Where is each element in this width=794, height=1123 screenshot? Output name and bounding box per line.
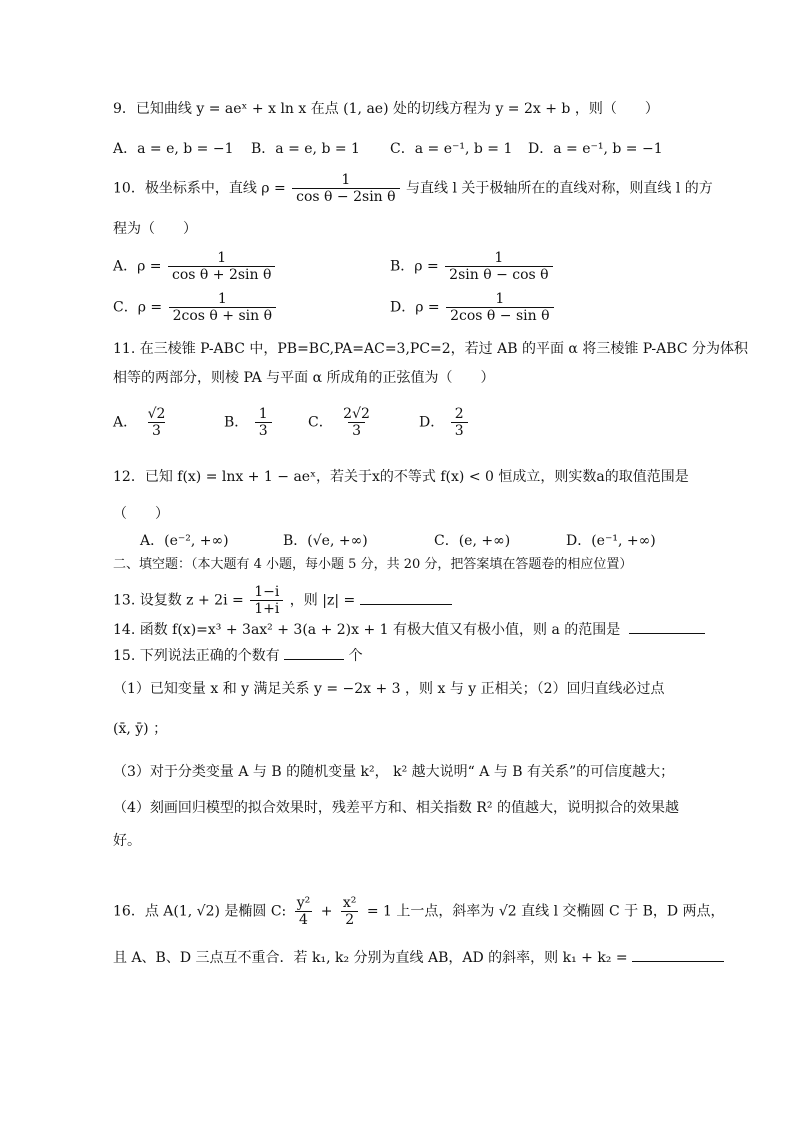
- q10-option-c: C．ρ = $\frac{1}{\text{2cos θ + sin θ}}$: [113, 291, 278, 324]
- q15-statement-1-2: （1）已知变量 x 和 y 满足关系 y = −2x + 3 ，则 x 与 y 正相关；（2）回归直线必过点: [113, 681, 665, 697]
- q12-option-c: C．(e, +∞): [434, 533, 511, 549]
- q13: 13. 设复数 z + 2i = $\frac{1-i}{1+i}$ ，则 |z| =: [113, 584, 452, 617]
- q9-stem: 9．已知曲线 y = aeˣ + x ln x 在点 (1, ae) 处的切线方程为 y = 2x + b ，则（ ）: [113, 101, 659, 117]
- q15-point-xbar-ybar: (x̄, ȳ) ；: [113, 721, 168, 737]
- q12-line1: 12．已知 f(x) = lnx + 1 − aeˣ，若关于x的不等式 f(x) < 0 恒成立，则实数a的取值范围是: [113, 469, 689, 485]
- q15-statement-4a: （4）刻画回归模型的拟合效果时，残差平方和、相关指数 R² 的值越大，说明拟合的效果越: [113, 800, 679, 816]
- q11-option-a: A． $\frac{√2}{3}$: [113, 406, 166, 439]
- q16-answer-blank[interactable]: [632, 947, 724, 962]
- q11-option-c: C． $\frac{2√2}{3}$: [308, 406, 370, 439]
- q9-option-a: A．a = e, b = −1: [113, 141, 234, 157]
- q11-option-b: B． $\frac{1}{3}$: [224, 406, 274, 439]
- q16-line2: 且 A、B、D 三点互不重合．若 k₁, k₂ 分别为直线 AB，AD 的斜率，则 k₁ + k₂ =: [113, 947, 724, 967]
- q11-option-d: D． $\frac{2}{3}$: [419, 406, 470, 439]
- q13-answer-blank[interactable]: [360, 590, 452, 605]
- q10-stem: 10．极坐标系中，直线 ρ = $\frac{1}{\text{cos θ − 2sin θ}}$ 与直线 l 关于极轴所在的直线对称，则直线 l 的方: [113, 172, 713, 205]
- q12-option-b: B．(√e, +∞): [283, 533, 368, 549]
- q9-option-b: B．a = e, b = 1: [251, 141, 360, 157]
- q12-option-d: D．(e⁻¹, +∞): [566, 533, 656, 549]
- q12-option-a: A．(e⁻², +∞): [140, 533, 229, 549]
- q10-fraction: $\frac{1}{\text{cos θ − 2sin θ}}$: [292, 172, 399, 205]
- q11-line1: 11. 在三棱锥 P-ABC 中，PB=BC,PA=AC=3,PC=2，若过 AB 的平面 α 将三棱锥 P-ABC 分为体积: [113, 341, 748, 357]
- section-2-heading: 二、填空题：（本大题有 4 小题，每小题 5 分，共 20 分，把答案填在答题卷的相应位置）: [113, 557, 633, 572]
- q15-stem: 15. 下列说法正确的个数有 个: [113, 645, 363, 665]
- q14: 14. 函数 f(x)=x³ + 3ax² + 3(a + 2)x + 1 有极大值又有极小值，则 a 的范围是: [113, 619, 705, 639]
- q10-stem-line2: 程为（ ）: [113, 221, 197, 237]
- q10-option-a: A．ρ = $\frac{1}{\text{cos θ + 2sin θ}}$: [113, 250, 277, 283]
- q9-option-c: C．a = e⁻¹, b = 1: [390, 141, 513, 157]
- q15-statement-4b: 好。: [113, 833, 141, 849]
- q11-line2: 相等的两部分，则棱 PA 与平面 α 所成角的正弦值为（ ）: [113, 370, 495, 386]
- q16-line1: 16．点 A(1, √2) 是椭圆 C: $\frac{\text{y²}}{4}$ + $\frac{\text{x²}}{2}$ = 1 上一点，斜率为 √2 直线 l 交椭圆 C 于 B，D 两点，: [113, 895, 725, 928]
- q14-answer-blank[interactable]: [629, 619, 705, 634]
- q15-statement-3: （3）对于分类变量 A 与 B 的随机变量 k²， k² 越大说明“ A 与 B 有关系”的可信度越大；: [113, 764, 675, 780]
- q9-option-d: D．a = e⁻¹, b = −1: [528, 141, 663, 157]
- q10-option-d: D．ρ = $\frac{1}{\text{2cos θ − sin θ}}$: [390, 291, 556, 324]
- q12-line2: （ ）: [113, 506, 169, 522]
- q10-option-b: B．ρ = $\frac{1}{\text{2sin θ − cos θ}}$: [390, 250, 555, 283]
- q15-answer-blank[interactable]: [284, 645, 344, 660]
